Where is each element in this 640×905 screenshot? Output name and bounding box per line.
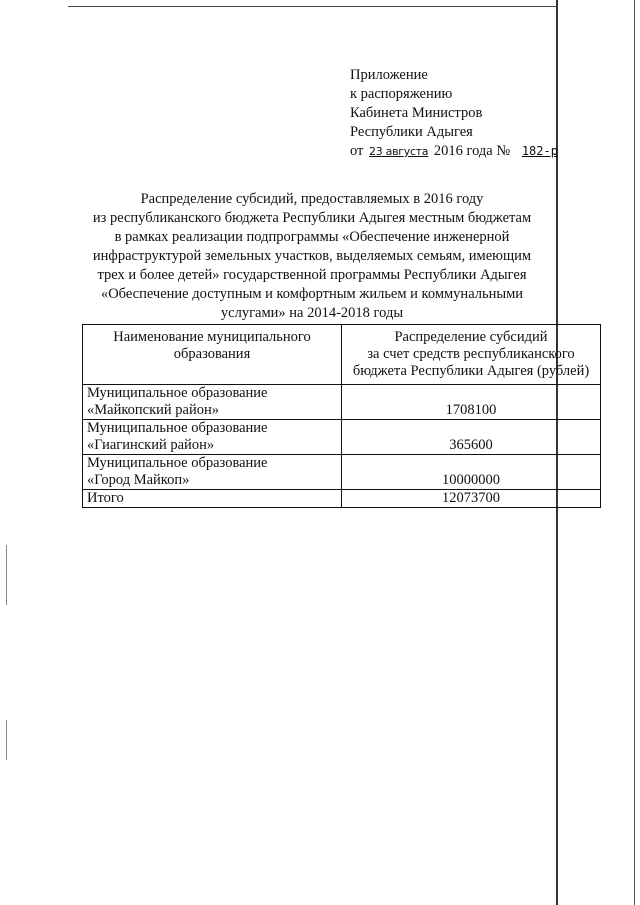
table-header-row	[83, 325, 601, 385]
municipality-cell: Муниципальное образование «Гиагинский район»	[83, 420, 342, 455]
table-row	[83, 455, 601, 490]
amount-cell: 365600	[342, 420, 601, 455]
total-amount: 12073700	[342, 490, 601, 508]
table-total-row	[83, 490, 601, 508]
header-distribution: Распределение субсидий за счет средств республиканского бюджета Республики Адыгея (рублей)	[342, 325, 601, 385]
scan-edge-line-far	[634, 0, 635, 905]
appendix-date-line	[350, 142, 558, 161]
municipality-cell: Муниципальное образование «Майкопский район»	[83, 385, 342, 420]
scan-top-line	[68, 6, 558, 7]
title-line: услугами» на 2014-2018 годы	[220, 305, 404, 321]
title-line: инфраструктурой земельных участков, выделяемых семьям, имеющим	[92, 248, 532, 264]
appendix-line: Кабинета Министров	[350, 105, 483, 121]
scan-mark	[6, 720, 7, 760]
appendix-line: к распоряжению	[350, 86, 453, 102]
amount-cell: 1708100	[342, 385, 601, 420]
title-line: трех и более детей» государственной программы Республики Адыгея	[97, 267, 527, 283]
appendix-header	[350, 66, 558, 161]
total-label: Итого	[83, 490, 342, 508]
date-stamp: 23 августа	[369, 145, 429, 158]
appendix-line: Приложение	[350, 67, 428, 83]
document-number: 182-р	[521, 144, 558, 158]
header-municipality: Наименование муниципального образования	[83, 325, 342, 385]
amount-cell: 10000000	[342, 455, 601, 490]
title-line: «Обеспечение доступным и комфортным жильем и коммунальными	[100, 286, 524, 302]
document-title	[82, 190, 542, 323]
title-line: из республиканского бюджета Республики Адыгея местным бюджетам	[92, 210, 532, 226]
title-line: Распределение субсидий, предоставляемых в 2016 году	[140, 191, 484, 207]
subsidy-table	[82, 324, 601, 508]
scan-mark	[6, 545, 7, 605]
table-row	[83, 385, 601, 420]
table-row	[83, 420, 601, 455]
date-prefix: от	[350, 143, 364, 159]
date-suffix: 2016 года №	[433, 143, 511, 159]
appendix-line: Республики Адыгея	[350, 124, 473, 140]
title-line: в рамках реализации подпрограммы «Обеспечение инженерной	[114, 229, 510, 245]
municipality-cell: Муниципальное образование «Город Майкоп»	[83, 455, 342, 490]
